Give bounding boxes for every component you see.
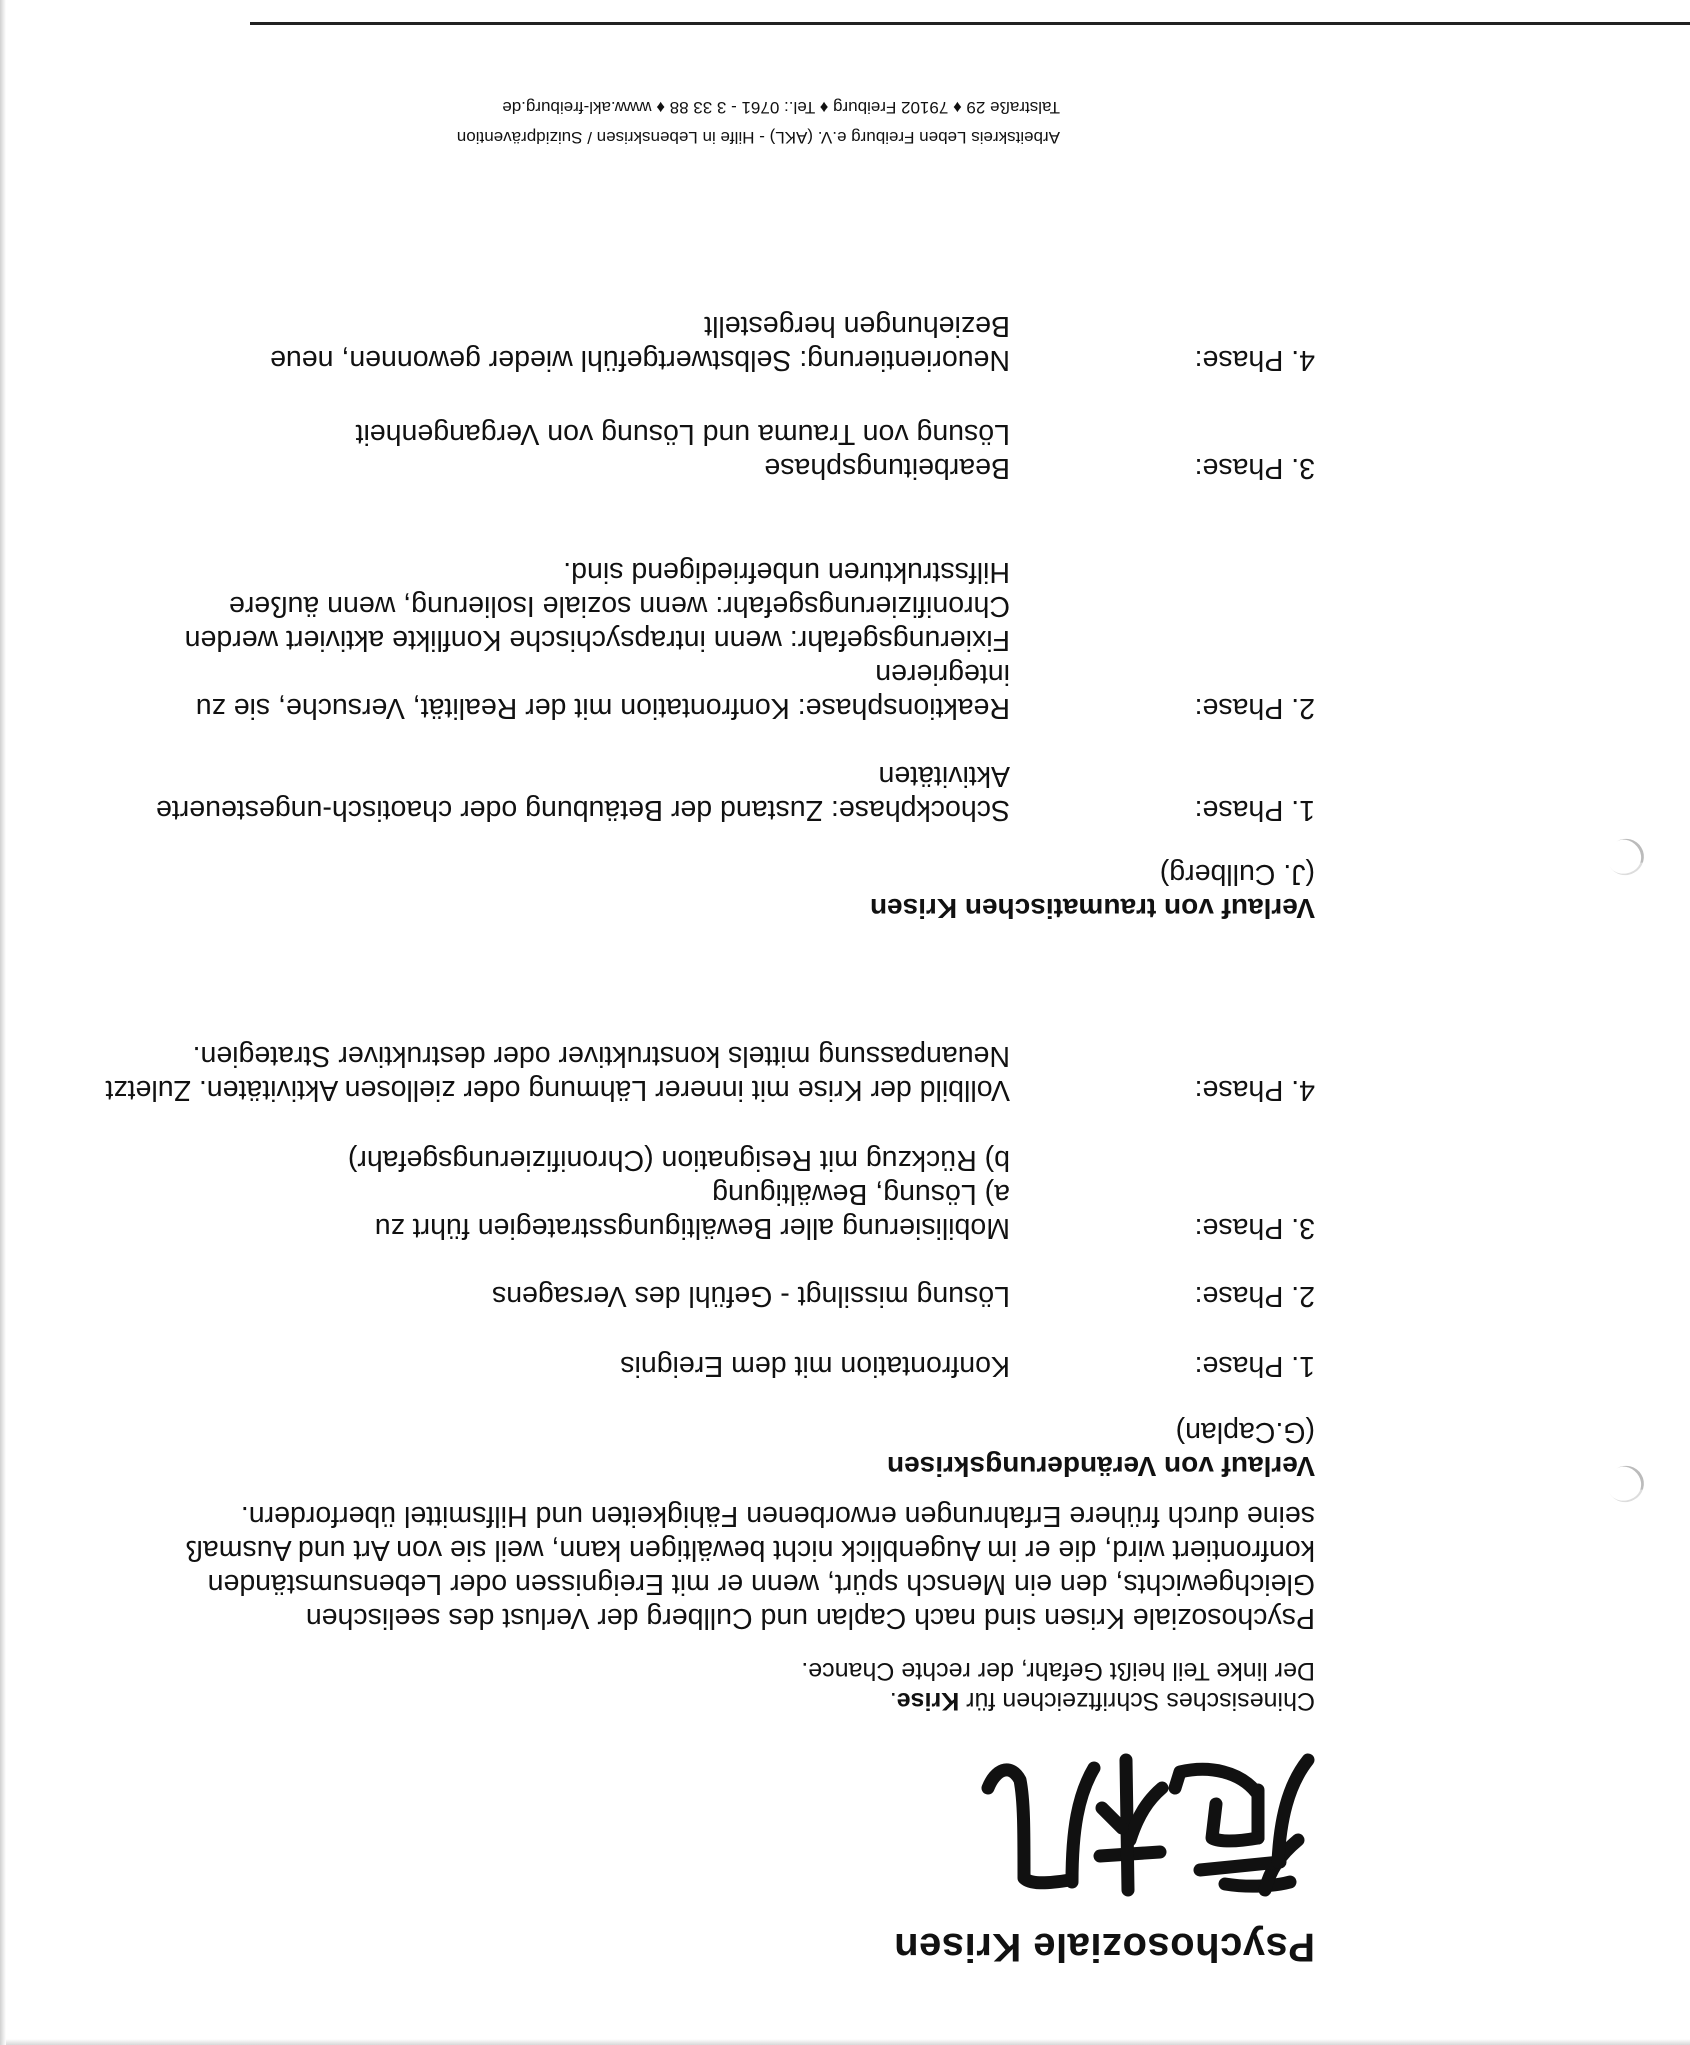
phase-line: Lösung missilngt - Gefühl des Versagens	[491, 1280, 1010, 1312]
phase-line: Chronifizierungsgefahr: wenn soziale Isolierung, wenn äußere	[228, 590, 1010, 622]
phase-line: Reaktionsphase: Konfrontation mit der Realität, Versuche, sie zu	[195, 692, 1010, 724]
page-title: Psychosoziale Krisen	[893, 1925, 1315, 1969]
intro-line: seine durch frühere Erfahrungen erworbenen Fähigkeiten und Hilfsmittel überfordern.	[240, 1500, 1315, 1532]
phase-description	[156, 759, 1010, 827]
phase-label: 4. Phase:	[1194, 1074, 1315, 1106]
phase-line: Konfrontation mit dem Ereignis	[620, 1350, 1010, 1382]
phase-line: Hilfsstrukturen unbefriedigend sind.	[563, 556, 1010, 588]
phase-line: a) Lösung, Bewältigung	[712, 1178, 1010, 1210]
phase-label: 2. Phase:	[1194, 1280, 1315, 1312]
phase-label: 2. Phase:	[1194, 692, 1315, 724]
punch-hole-mark	[1600, 832, 1650, 882]
footer-address: Talstraße 29 ♦ 79102 Freiburg ♦ Tel.: 0761 - 3 33 88 ♦ www.akl-freiburg.de	[502, 98, 1060, 117]
scan-edge-right	[0, 0, 6, 2045]
caption-line-2: Der linke Teil heißt Gefahr, der rechte Chance.	[801, 1657, 1315, 1685]
caption-bold-word: Krise	[896, 1687, 960, 1715]
chinese-characters-for-crisis-image	[980, 1750, 1320, 1900]
phase-description	[270, 309, 1010, 377]
section-heading-cullberg: Verlauf von traumatischen Krisen	[869, 893, 1315, 924]
phase-label: 1. Phase:	[1194, 1350, 1315, 1382]
intro-line: Psychosoziale Krisen sind nach Caplan und Cullberg der Verlust des seelischen	[305, 1602, 1315, 1634]
phase-label: 4. Phase:	[1194, 344, 1315, 376]
phase-label: 3. Phase:	[1194, 452, 1315, 484]
phase-line: Neuanpassung mittels konstruktiver oder destruktiver Strategien.	[192, 1040, 1010, 1072]
section-heading-caplan: Verlauf von Veränderungskrisen	[887, 1451, 1315, 1482]
intro-line: Gleichgewichts, den ein Mensch spürt, wenn er mit Ereignissen oder Lebensumständen	[207, 1568, 1315, 1600]
phase-label: 1. Phase:	[1194, 794, 1315, 826]
phase-description	[356, 417, 1010, 485]
phase-line: b) Rückzug mit Resignation (Chronifizierungsgefahr)	[347, 1144, 1010, 1176]
punch-hole-mark	[1600, 1459, 1650, 1509]
phase-description	[348, 1143, 1010, 1245]
phase-line: Vollbild der Krise mit innerer Lähmung oder ziellosen Aktivitäten. Zuletzt	[105, 1074, 1010, 1106]
phase-line: integrieren	[875, 658, 1010, 690]
phase-description	[492, 1279, 1010, 1313]
phase-description	[620, 1349, 1010, 1383]
phase-description	[185, 555, 1010, 725]
phase-line: Fixierungsgefahr: wenn intrapsychische Konflikte aktiviert werden	[184, 624, 1010, 656]
intro-line: konfrontiert wird, die er im Augenblick nicht bewältigen kann, weil sie von Art und Ausmaß	[185, 1534, 1315, 1566]
section-author-caplan: (G.Caplan)	[1175, 1416, 1315, 1448]
scan-edge-line	[250, 22, 1690, 25]
phase-label: 3. Phase:	[1194, 1212, 1315, 1244]
phase-line: Neuorientierung: Selbstwertgefühl wieder gewonnen, neue	[270, 344, 1010, 376]
caption-line-1	[890, 1687, 1315, 1715]
footer-organization: Arbeitskreis Leben Freiburg e.V. (AKL) - Hilfe in Lebenskrisen / Suizidprävention	[456, 128, 1060, 147]
phase-line: Mobilisierung aller Bewältigungsstrategien führt zu	[374, 1212, 1010, 1244]
phase-line: Beziehungen hergestellt	[704, 310, 1010, 342]
phase-line: Schockphase: Zustand der Betäubung oder chaotisch-ungesteuerte	[156, 794, 1010, 826]
caption-text: Chinesisches Schriftzeichen für	[959, 1687, 1315, 1715]
phase-line: Bearbeitungsphase	[764, 452, 1010, 484]
scan-edge-top	[0, 2039, 1690, 2045]
phase-line: Lösung von Trauma und Lösung von Vergangenheit	[355, 418, 1010, 450]
phase-line: Aktivitäten	[878, 760, 1010, 792]
caption-period: .	[889, 1687, 897, 1715]
section-author-cullberg: (J. Cullberg)	[1159, 858, 1315, 890]
phase-description	[105, 1039, 1010, 1107]
page-footer	[60, 92, 1060, 152]
